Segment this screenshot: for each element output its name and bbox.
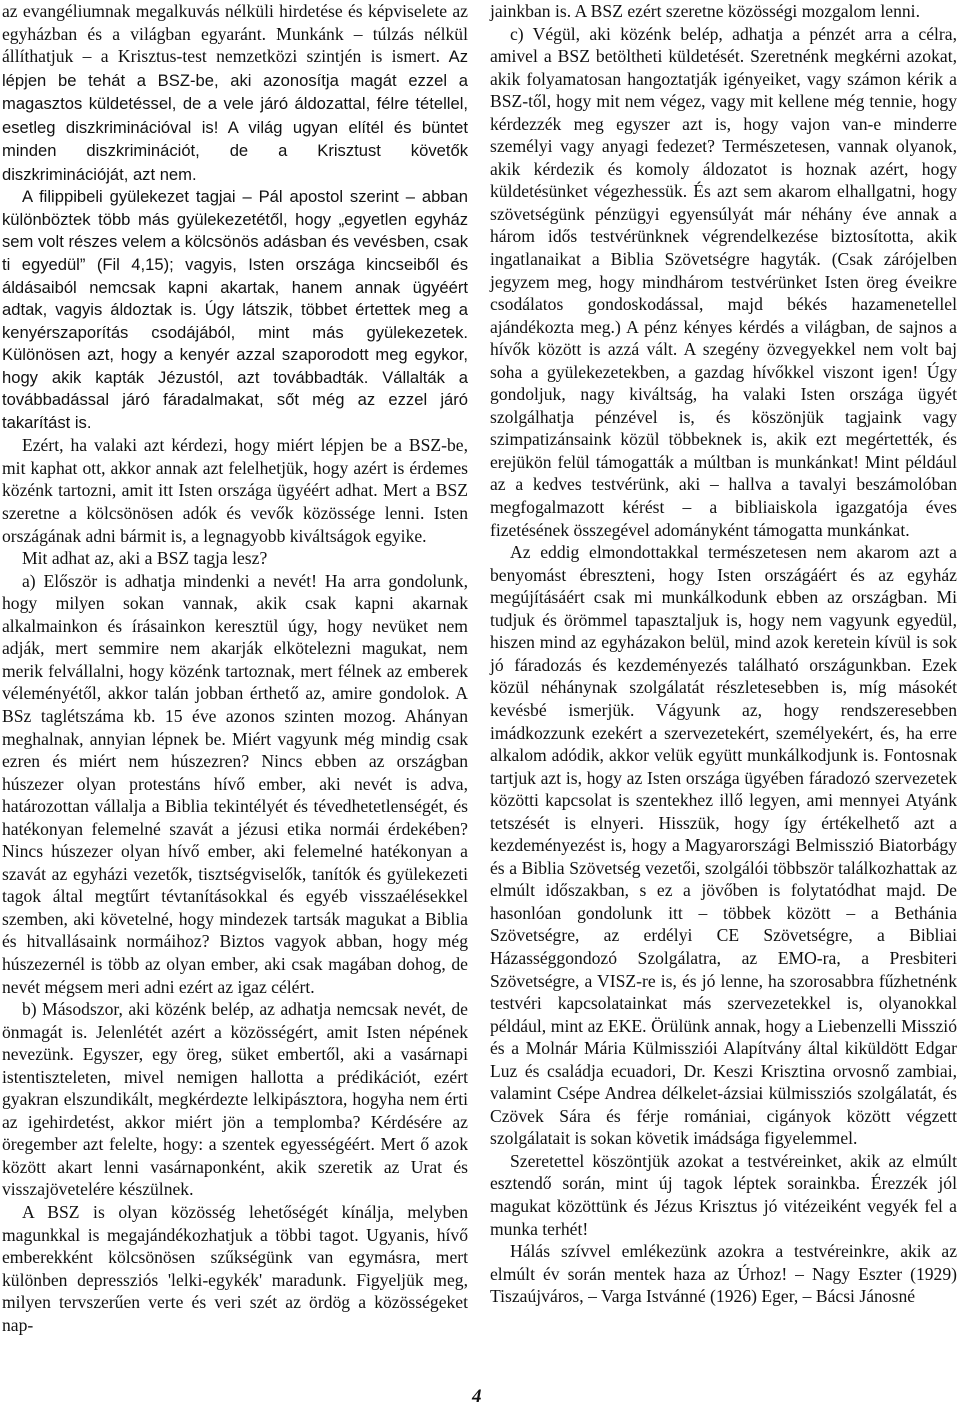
paragraph-text-sans: Az lépjen be tehát a BSZ-be, aki azonosítja magát ezzel a magasztos küldetéssel, de a vele járó áldozattal, félre tétellel, esetleg diszkriminációval is! A világ ugyan elítél és büntet minden diszkriminációt, de a Krisztust követők diszkriminációját, azt nem.: [2, 47, 468, 184]
paragraph: c) Végül, aki közénk belép, adhatja a pénzét arra a célra, amivel a BSZ betöltheti küldetését. Szeretnénk megkérni azokat, akik folyamatosan hangoztatják igényeiket, vagy számon kérik a BSZ-től, hogy mit nem végez, vagy mit kellene még tennie, hogy kérdezzék meg egyszer azt is, hogy vajon van-e minderre személyi vagy anyagi fedezet? Természetesen, vannak olyanok, akik kérdezik és komoly áldozatot is hoznak azért, hogy küldetésünket végezhessük. És azt sem akarom elhallgatni, hogy szövetségünk pénzügyi egyensúlyát már néhány éve annak a három idős testvérünknek végrendelkezése biztosította, akik ingatlanaikat a Biblia Szövetségre hagyták. (Csak zárójelben jegyzem meg, hogy mindhárom testvérünket Isten öreg éveikre csodálatos gondoskodással, majd békés hazamenetellel ajándékozta meg.) A pénz kényes kérdés a világban, de sajnos a hívők között is azzá vált. A szegény özvegyekkel nem volt baj soha a gyülekezetekben, a gazdag hívőkkel viszont igen! Úgy gondoljuk, nagy kiváltság, ha valaki Isten országa ügyét szolgálhatja pénzével is, és köszönjük tagjaink vagy szimpatizánsaink közül többeknek is, akik ezt megértették, és erejükön felül támogatták a múltban is munkánkat! Mint például az a kedves testvérünk, aki – hallva a tavalyi beszámolóban megfogalmazott kérést – a bibliaiskola igazgatója éves fizetésének összegével adományként támogatta munkánkat.: [490, 23, 957, 540]
paragraph: A filippibeli gyülekezet tagjai – Pál apostol szerint – abban különböztek több más gyülekezetétől, hogy „egyetlen egyház sem volt részes velem a kölcsönös adásban és vevésben, csak ti egyedül” (Fil 4,15); vagyis, Isten országa kincseiből és áldásaiból nemcsak kapni akartak, hanem annak ügyéért adtak, vagyis áldoztak is. Úgy látszik, többet értettek meg a kenyérszaporítás csodájából, mint más gyülekezetek. Különösen azt, hogy a kenyér azzal szaporodott meg egykor, hogy akik kapták Jézustól, azt továbbadták. Vállalták a továbbadással járó fáradalmakat, sőt még az ezzel járó takarítást is.: [2, 187, 468, 432]
paragraph: Az eddig elmondottakkal természetesen nem akarom azt a benyomást ébreszteni, hogy Isten országáért és az egyház megújításáért csak mi munkálkodunk ebben az országban. Mi tudjuk és örömmel tapasztaljuk is, hogy nem vagyunk egyedül, hiszen mind az egyházakon belül, mind azok keretein kívül is sok jó fáradozás és kezdeményezés található országunkban. Ezek közül néhánynak szolgálatát részletesebben is, míg másokét kevésbé ismerjük. Vágyunk az, hogy rendszeresebben imádkozzunk ezekért a szervezetekért, személyekért, és, ha erre alkalom adódik, akkor velük együtt munkálkodjunk is. Fontosnak tartjuk azt is, hogy az Isten országa ügyében fáradozó szervezetek közötti kapcsolat is szentekhez illő legyen, ami mennyei Atyánk tetszését is elnyeri. Hisszük, hogy így értékelhető azt a kezdeményezést is, hogy a Magyarországi Belmisszió Biatorbágy és a Biblia Szövetség vezetői, szolgálói többször találkozhattak az elmúlt időszakban, s ez a jövőben is folytatódhat majd. De hasonlóan gondolunk itt – többek között – a Bethánia Szövetségre, az erdélyi CE Szövetségre, a Bibliai Házasséggondozó Szolgálatra, az EMO-ra, a Presbiteri Szövetségre, a VISZ-re is, és jó lenne, ha szorosabbra fűzhetnénk testvéri kapcsolatainkat más szervezetekkel is, olyanokkal például, mint az EKE. Örülünk annak, hogy a Liebenzelli Misszió és a Molnár Mária Külmissziói Alapítvány által kiküldött Edgar Luz és családja ecuadori, Dr. Keszi Krisztina orvosnő zambiai, valamint Csépe Andrea délkelet-ázsiai külmissziós szolgálatát, és Czövek Sára és férje romániai, cigányok között végzett szolgálatait is sokan követik imádsága figyelemmel.: [490, 542, 957, 1149]
paragraph: Ezért, ha valaki azt kérdezi, hogy miért lépjen be a BSZ-be, mit kaphat ott, akkor annak azt felelhetjük, hogy azért is érdemes közénk tartozni, amit itt Isten országa ügyéért adhat. Mert a BSZ szeretne a kölcsönösen adók és vevők közössége lenni. Isten országának adni bármit is, a legnagyobb kiváltságok egyike.: [2, 435, 468, 546]
page-number: 4: [472, 1386, 482, 1407]
paragraph: b) Másodszor, aki közénk belép, az adhatja nemcsak nevét, de önmagát is. Jelenlétét azért a közösségért, amit Isten népének nevezünk. Egyszer, egy öreg, süket embertől, aki a vasárnapi istentiszteleten, mivel nemigen hallotta a prédikációt, ezért gyakran elszundikált, megkérdezte lelkipásztora, hogyha nem érti az igehirdetést, akkor miért jön a templomba? Kérdésére az öregember azt felelte, hogy: a szentek egyességéért. Mert ő azok között akart lenni vasárnaponként, akik szeretik az Urat és visszajövetelére készülnek.: [2, 999, 468, 1200]
paragraph: Mit adhat az, aki a BSZ tagja lesz?: [22, 548, 268, 569]
paragraph: a) Először is adhatja mindenki a nevét! Ha arra gondolunk, hogy milyen sokan vannak, akik csak kapni akarnak alkalmainkon és írásainkon keresztül úgy, hogy nevüket nem adják, mert semmire nem akarják elkötelezni magukat, nem merik felvállalni, hogy közénk tartoznak, mert félnek az emberek véleményétől, akkor talán jobban érthető az, amire gondolok. A BSz taglétszáma kb. 15 éve azonos szinten mozog. Ahányan meghalnak, annyian lépnek be. Miért vagyunk még mindig csak ezren és miért nem húszezren? Nincs ebben az országban húszezer olyan protestáns hívő ember, aki nevét is adva, határozottan vállalja a Biblia tekintélyét és tévedhetetlenségét, és hatékonyan felemelné szavát a jézusi etika normái érdekében? Nincs húszezer olyan hívő ember, aki felemelné hatékonyan a szavát az egyházi vezetők, tisztségviselők, tanítók és gyülekezeti tagok által megtűrt tévtanításokkal és egyéb visszaélésekkel szemben, aki követelné, hogy mindezek tartsák magukat a Biblia és hitvallásaink normáihoz? Biztos vagyok abban, hogy még húszezernél is több az olyan ember, aki csak magában dohog, de nevét mégsem meri adni ezért az igaz célért.: [2, 570, 468, 997]
paragraph: jainkban is. A BSZ ezért szeretne közösségi mozgalom lenni.: [490, 1, 920, 21]
right-column: [490, 0, 957, 1308]
paragraph: Szeretettel köszöntjük azokat a testvéreinket, akik az elmúlt esztendő során, mint új tagok léptek sorainkba. Érezzék jól magukat közöttünk és Jézus Krisztus jó vitézeiként vegyék fel a munka terhét!: [490, 1150, 957, 1239]
paragraph: Hálás szívvel emlékezünk azokra a testvéreinkre, akik az elmúlt év során mentek haza az Úrhoz! – Nagy Eszter (1929) Tiszaújváros, – Varga Istvánné (1926) Eger, – Bácsi Jánosné: [490, 1241, 957, 1307]
paragraph-text: az evangéliumnak megalkuvás nélküli hirdetése és képviselete az egyházban és a világban egyaránt. Munkánk – túlzás nélkül állíthatjuk – a Krisztus-test nemzetközi szintjén is ismert.: [2, 1, 468, 67]
left-column: [2, 0, 468, 1336]
paragraph: [2, 0, 468, 186]
paragraph: A BSZ is olyan közösség lehetőségét kínálja, melyben magunkkal is megajándékozhatjuk a többi tagot. Ugyanis, hívő emberekként kölcsönösen szűkségünk van egymásra, mert különben depressziós 'lelki-egykék' maradunk. Figyeljük meg, milyen tervszerűen verte és veri szét az ördög a közösségeket nap-: [2, 1201, 468, 1335]
